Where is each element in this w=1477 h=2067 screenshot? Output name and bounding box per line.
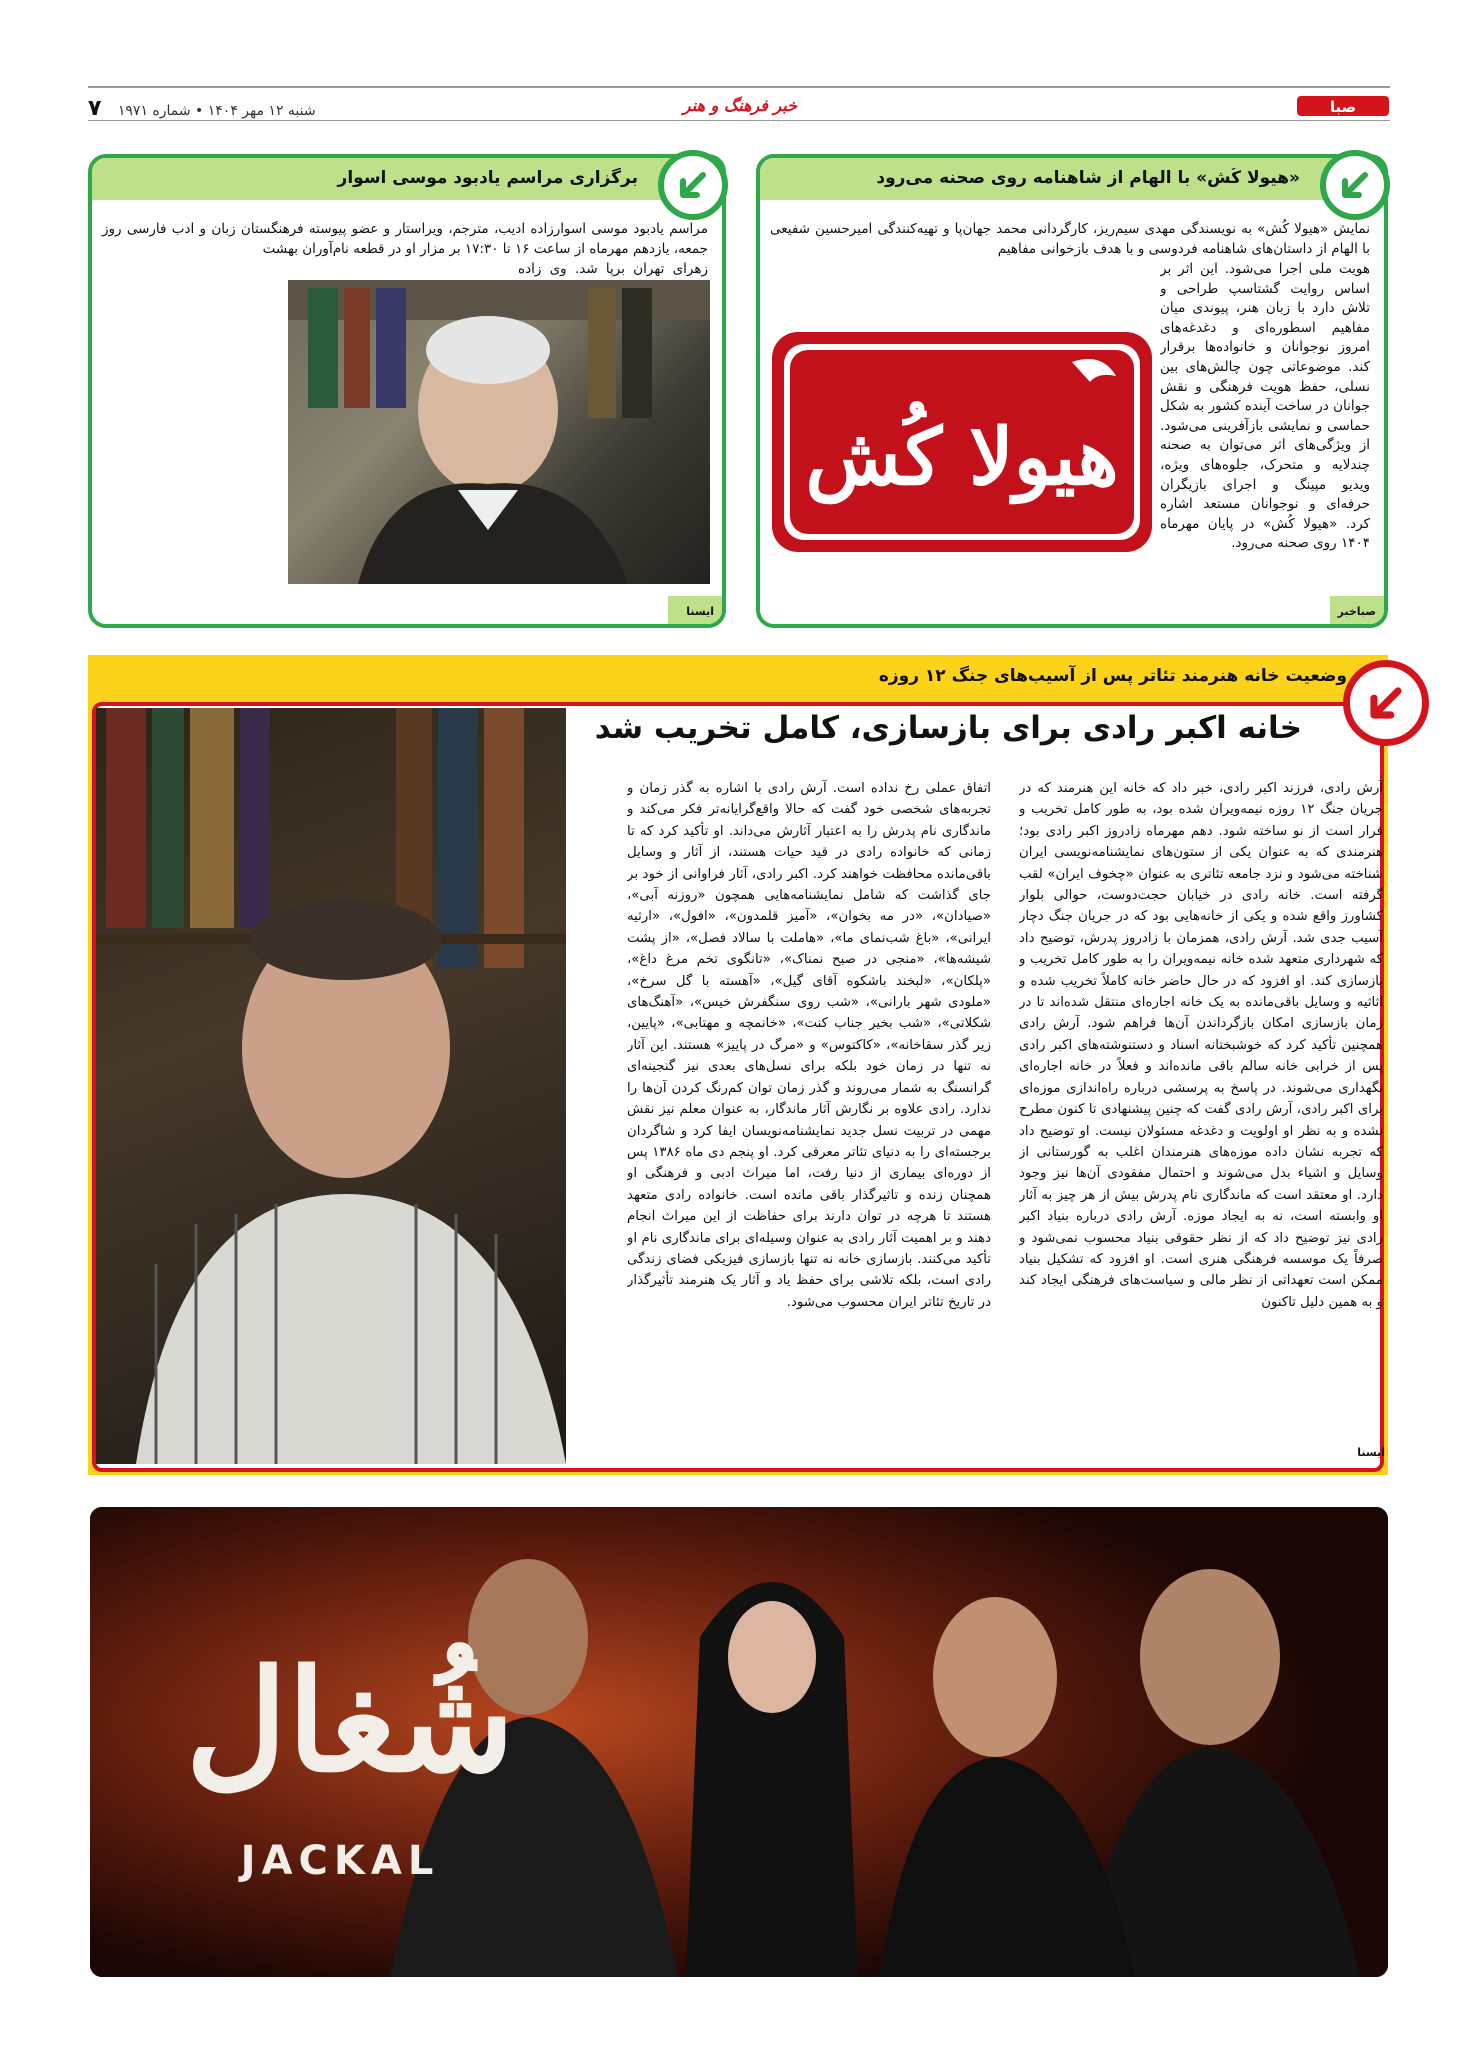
poster-image [772, 292, 1152, 588]
poster-graphic [772, 292, 1152, 588]
date-issue: شنبه ۱۲ مهر ۱۴۰۴ • شماره ۱۹۷۱ [117, 103, 316, 119]
main-story-headline: خانه اکبر رادی برای بازسازی، کامل تخریب شد [594, 710, 1302, 746]
story-lead-right: نمایش «هیولا کُش» به نویسندگی مهدی سیم‌ریز، کارگردانی محمد جهان‌پا و تهیه‌کنندگی امیرحسین شفیعی با الهام از داستان‌های شاهنامه فردوسی و با هدف بازخوانی مفاهیم [770, 221, 1370, 257]
story-badge-left [658, 150, 728, 220]
banner-title-en: JACKAL [240, 1838, 440, 1884]
photo-credit-left: ایسنا [686, 605, 714, 618]
story-box-right [756, 154, 1388, 628]
arrow-icon [1335, 165, 1375, 205]
story-box-left [88, 154, 726, 628]
story-title-right: «هیولا کُش» با الهام از شاهنامه روی صحنه می‌رود [876, 168, 1300, 188]
story-body-left: زهرای تهران برپا شد. وی زاده [518, 261, 708, 277]
photo-credit-right: صباخبر [1337, 605, 1376, 618]
story-lead-left: مراسم یادبود موسی اسوارزاده ادیب، مترجم، ویراستار و عضو پیوسته فرهنگستان زبان و ادب فارسی روز جمعه، یازدهم مهرماه از ساعت ۱۶ تا ۱۷:۳۰ بر مزار او در قطعه نام‌آوران بهشت [102, 221, 708, 257]
portrait-photo-asvar [288, 280, 710, 584]
story-body-right: هویت ملی اجرا می‌شود. این اثر بر اساس روایت گشتاسپ طراحی و تلاش دارد با زبان هنر، پیوندی میان مفاهیم اسطوره‌ای و دغدغه‌های امروز نوجوانان و خانواده‌ها برقرار کند. موضوعاتی چون چالش‌های بین نسلی، حفظ هویت فرهنگی و نقش جوانان در ساخت آینده کشور به شکل حماسی و نمایشی بازآفرینی می‌شود. از ویژگی‌های اثر می‌توان به صحنه چندلایه و متحرک، جلوه‌های ویژه، ویدیو مپینگ و اجرای بازیگران حرفه‌ای و نوجوانان مستعد اشاره کرد. «هیولا کُش» در پایان مهرماه ۱۴۰۴ روی صحنه می‌رود. [1160, 261, 1370, 552]
banner-title-fa: شُغال [185, 1640, 515, 1804]
arrow-icon [673, 165, 713, 205]
brand-logo-mark [1297, 92, 1389, 120]
portrait-photo-radi [96, 708, 566, 1464]
issue-info [88, 96, 388, 121]
main-photo-credit: ایسنا [1357, 1446, 1385, 1459]
story-badge-right [1320, 150, 1390, 220]
arrow-icon [1362, 679, 1410, 727]
header-rule-top [88, 86, 1390, 88]
portrait-graphic-radi [96, 708, 566, 1464]
main-story-column-1: آرش رادی، فرزند اکبر رادی، خبر داد که خانه این هنرمند که در جریان جنگ ۱۲ روزه نیمه‌ویران شده بود، به طور کامل تخریب و قرار است از نو ساخته شود. دهم مهرماه زادروز اکبر رادی بود؛ هنرمندی که به عنوان یکی از ستون‌های نمایشنامه‌نویسی ایران شناخته می‌شود و نزد جامعه تئاتری به عنوان «چخوف ایران» لقب گرفته است. خانه رادی در خیابان حجت‌دوست، حوالی بلوار کشاورز واقع شده و یکی از خانه‌هایی بود که در جریان جنگ دچار آسیب جدی شد. آرش رادی، همزمان با زادروز پدرش، توضیح داد که شهرداری متعهد شده خانه نیمه‌ویران را به طور کامل تخریب و بازسازی کند. او افزود که در حال حاضر خانه کاملاً تخریب شده و اثاثیه و وسایل باقی‌مانده به یک خانه اجاره‌ای منتقل شده‌اند تا در زمان بازسازی امکان بازگرداندن آن‌ها فراهم شود. آرش رادی همچنین تأکید کرد که خوشبختانه اسناد و دستنوشته‌های اکبر رادی پس از خرابی خانه سالم باقی مانده‌اند و فعلاً در خانه اجاره‌ای نگهداری می‌شوند. در پاسخ به پرسشی درباره راه‌اندازی موزه‌ای برای اکبر رادی، آرش رادی گفت که چنین پیشنهادی تا کنون مطرح نشده و به نظر او اولویت و دغدغه مسئولان نیست. او توضیح داد که تجربه نشان داده موزه‌های هنرمندان اغلب به گورستانی از وسایل و اشیاء بدل می‌شوند و احتمال مفقودی آن‌ها نیز وجود دارد. او معتقد است که ماندگاری نام پدرش بیش از هر چیز به آثار او وابسته است، نه به ایجاد موزه. آرش رادی درباره بنیاد اکبر رادی نیز توضیح داد که از نظر حقوقی بنیاد محسوب نمی‌شود و صرفاً یک موسسه فرهنگی هنری است. او افزود که تشکیل بنیاد ممکن است تعهداتی از نظر مالی و سیاست‌های فرهنگی ایجاد کند و به همین دلیل تاکنون [1019, 781, 1383, 1310]
poster-title: هیولا کُش [805, 412, 1119, 503]
main-story-badge [1343, 660, 1429, 746]
brand-logo-text: صبا [1329, 98, 1357, 116]
section-title: خبر فرهنگ و هنر [682, 96, 798, 115]
portrait-graphic-asvar [288, 280, 710, 584]
page-number: ۷ [88, 96, 102, 121]
main-story-column-2: اتفاق عملی رخ نداده است. آرش رادی با اشاره به گذر زمان و تجربه‌های شخصی خود گفت که حالا واقع‌گرایانه‌تر فکر می‌کند و ماندگاری نام پدرش را به اعتبار آثارش می‌داند. او تأکید کرد که تا زمانی که خانواده رادی در قید حیات هستند، از آثار و وسایل باقی‌مانده محافظت خواهند کرد. اکبر رادی، آثار فراوانی از خود بر جای گذاشت که شامل نمایشنامه‌هایی همچون «روزنه آبی»، «صیادان»، «در مه بخوان»، «آمیز قلمدون»، «افول»، «ارثیه ایرانی»، «باغ شب‌نمای ما»، «هاملت با سالاد فصل»، «از پشت شیشه‌ها»، «منجی در صبح نمناک»، «تانگوی تخم مرغ داغ»، «پلکان»، «لبخند باشکوه آقای گیل»، «آهسته با گل سرخ»، «ملودی شهر بارانی»، «شب روی سنگفرش خیس»، «آهنگ‌های شکلاتی»، «شب بخیر جناب کنت»، «خانمچه و مهتابی»، «پایین، زیر گذر سقاخانه»، «کاکتوس» و «مرگ در پاییز» هستند. این آثار نه تنها در زمان خود بلکه برای نسل‌های بعدی نیز گنجینه‌ای گرانسنگ به شمار می‌روند و گذر زمان توان کم‌رنگ کردن آن‌ها را ندارد. رادی علاوه بر نگارش آثار ماندگار، به عنوان معلم نیز نقش مهمی در تربیت نسل جدید نمایشنامه‌نویسان ایفا کرد و شاگردان برجسته‌ای را به دنیای تئاتر معرفی کرد. او پنجم دی ماه ۱۳۸۶ پس از دوره‌ای بیماری از دنیا رفت، اما میراث ادبی و فرهنگی او همچنان زنده و تاثیرگذار باقی مانده است. خانواده رادی متعهد هستند تا هرچه در توان دارند برای حفاظت از این میراث انجام دهند و بر اهمیت آثار رادی به عنوان وسیله‌ای برای ماندگاری نام او تأکید می‌کنند. بازسازی خانه نه تنها بازسازی فیزیکی فضای زندگی رادی است، بلکه تلاشی برای حفظ یاد و آثار یک هنرمند تأثیرگذار در تاریخ تئاتر ایران محسوب می‌شود. [627, 781, 991, 1310]
brand-logo[interactable] [1297, 92, 1389, 120]
story-title-left: برگزاری مراسم یادبود موسی اسوار [337, 168, 638, 188]
main-story-kicker: وضعیت خانه هنرمند تئاتر پس از آسیب‌های جنگ ۱۲ روزه [878, 666, 1347, 686]
